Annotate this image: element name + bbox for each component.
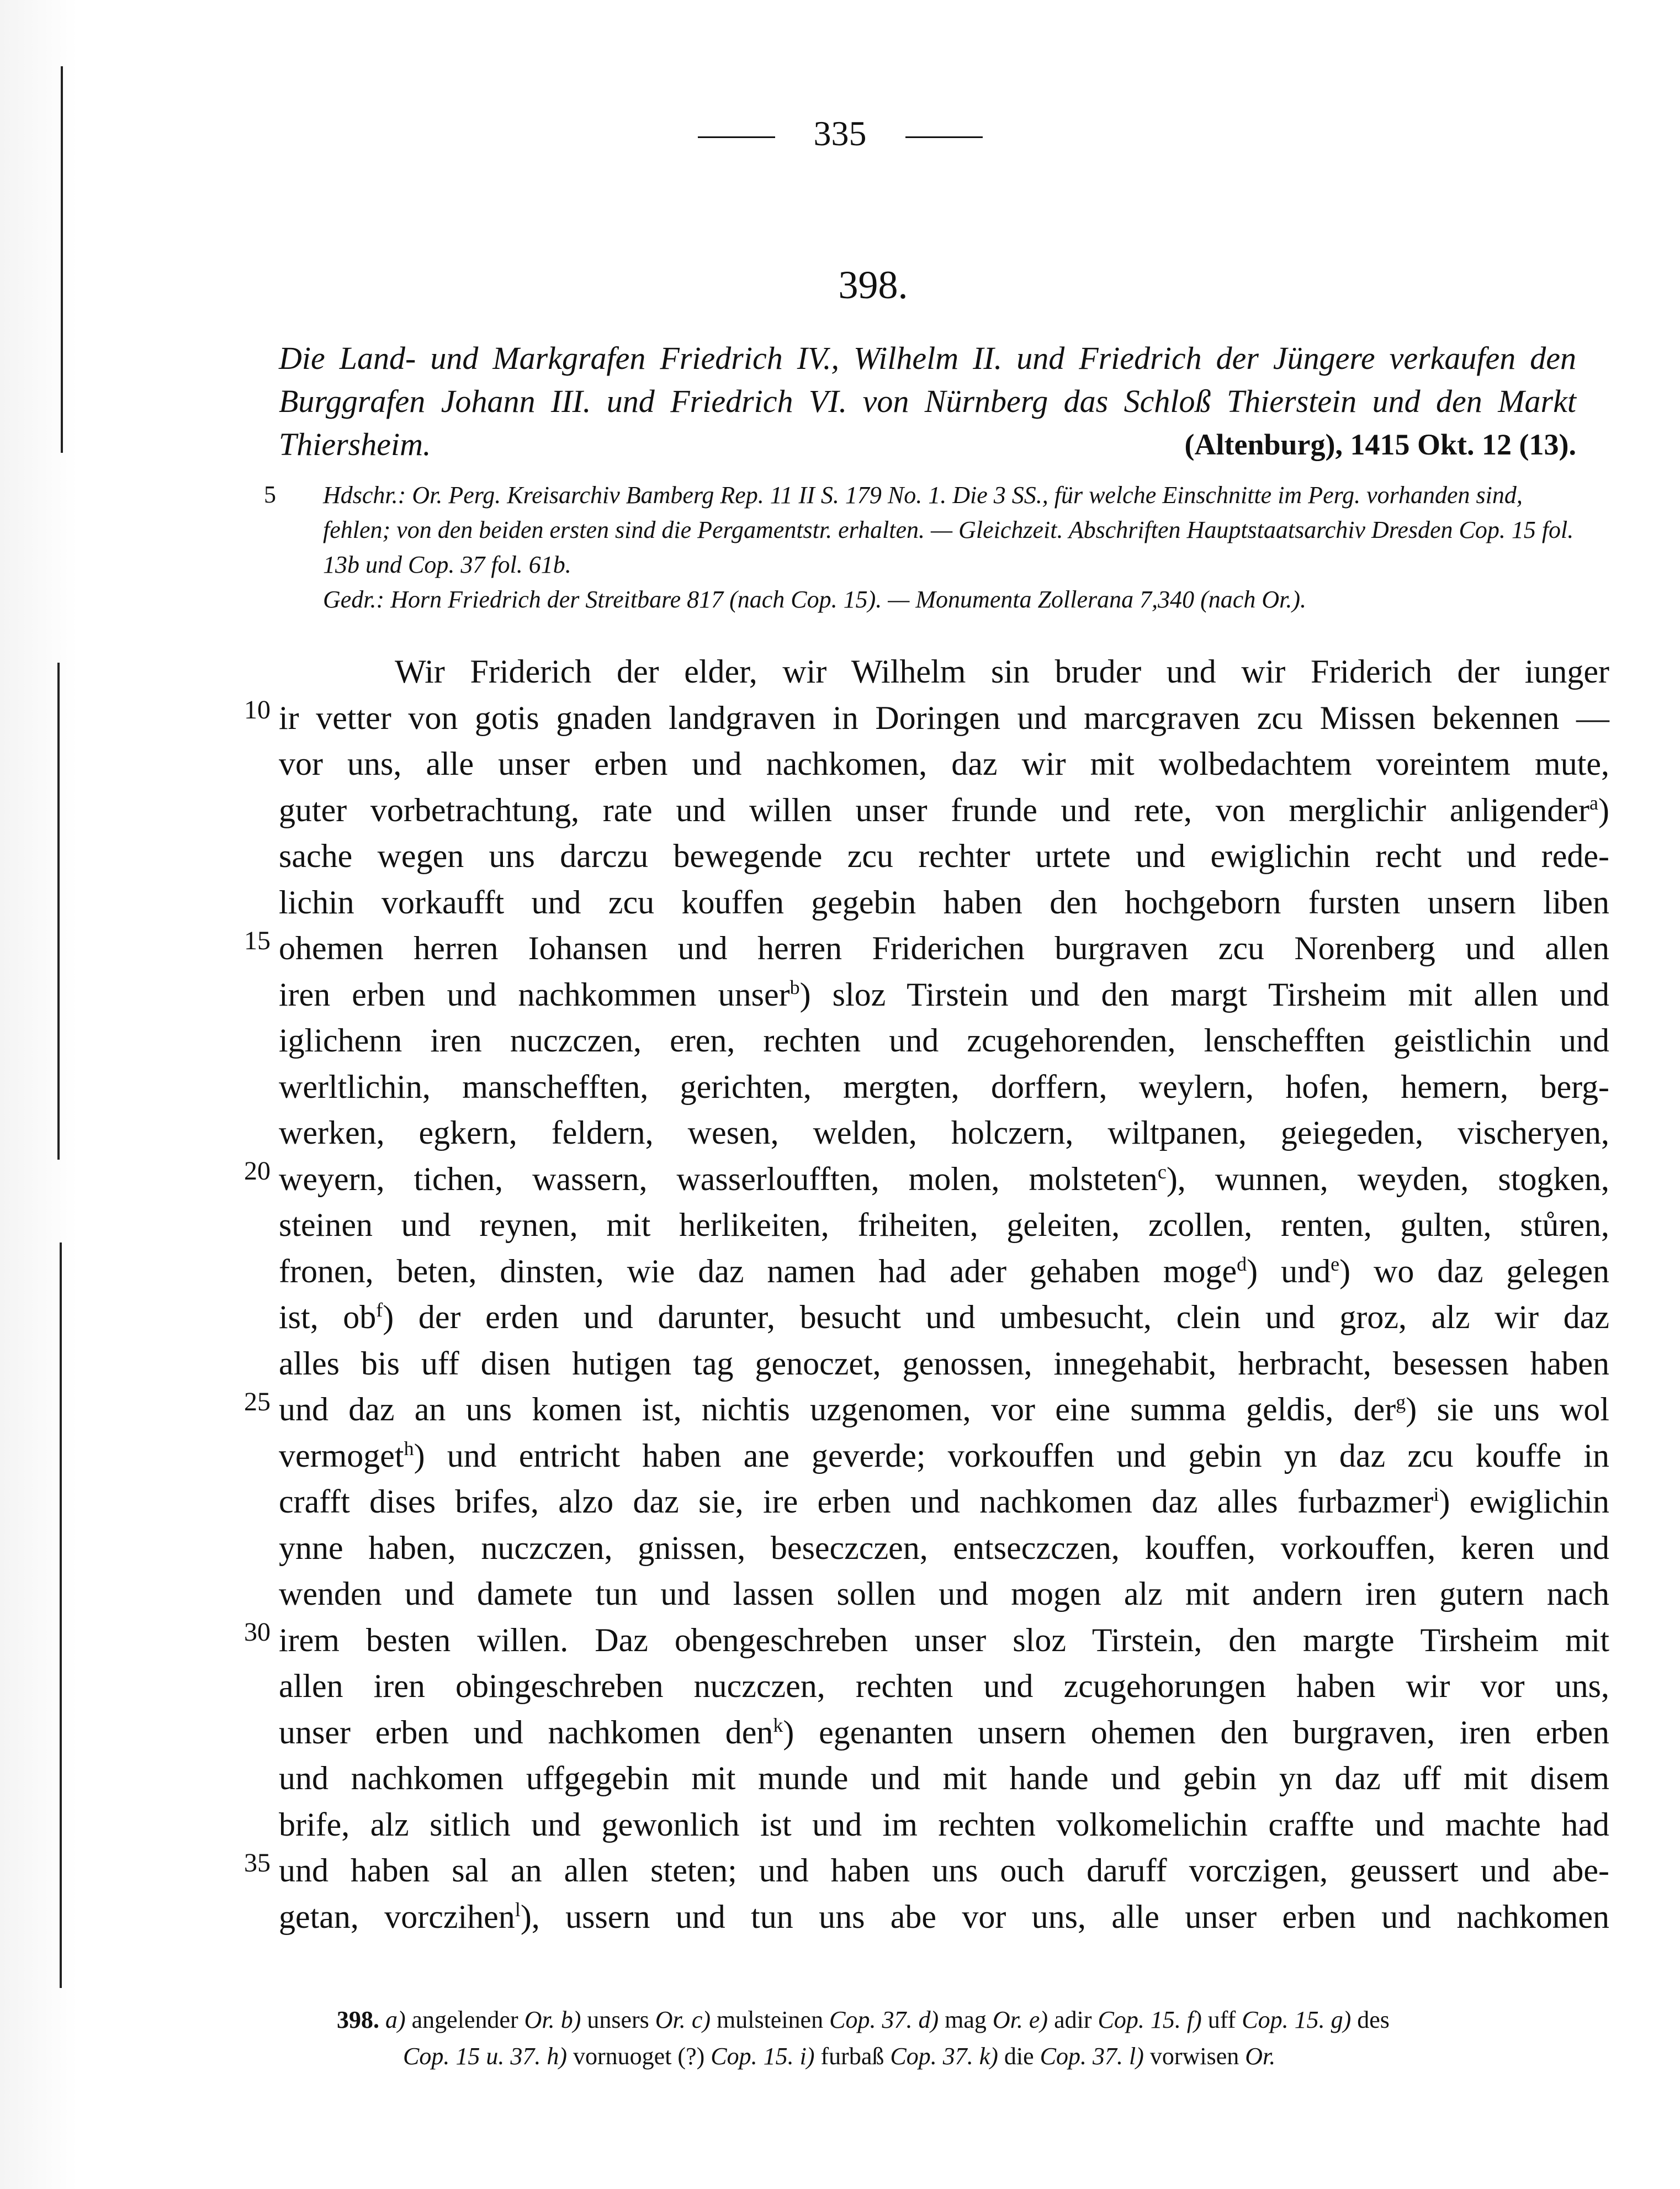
apparatus-key: k) — [973, 2043, 1004, 2070]
text-line: Wir Friderich der elder, wir Wilhelm sin bruder und wir Friderich der iunger — [395, 653, 1609, 690]
text-line: iglichenn iren nuczczen, eren, rechten und zcugehorenden, lenschefften geistlichin und — [279, 1022, 1609, 1059]
apparatus-siglum: Cop. 15. — [1098, 2006, 1181, 2033]
regest-text: Die Land- und Markgrafen Friedrich IV., Wilhelm II. und Friedrich der Jüngere verkaufen den Burggrafen Johann III. und Friedrich VI. von Nürnberg das Schloß Thierstein und den Markt Thiersheim. — [279, 340, 1576, 462]
footnote-marker: g — [1396, 1391, 1406, 1413]
apparatus-key: h) — [547, 2043, 574, 2070]
apparatus-key: b) — [554, 2006, 587, 2033]
critical-apparatus — [337, 2002, 1601, 2075]
regest — [279, 337, 1576, 466]
text-segment: und daz an uns komen ist, nichtis uzgenomen, vor eine summa geldis, der — [279, 1391, 1396, 1427]
text-segment: und entricht haben ane geverde; vorkouffen und gebin yn daz zcu kouffe in — [447, 1437, 1609, 1474]
text-segment: ewiglichin — [1469, 1483, 1609, 1520]
text-line: werken, egkern, feldern, wesen, welden, holczern, wiltpanen, geiegeden, vischeryen, — [279, 1114, 1609, 1151]
text-line: und haben sal an allen steten; und haben uns ouch daruff vorczigen, geussert und abe- — [279, 1852, 1609, 1889]
apparatus-key: i) — [793, 2043, 821, 2070]
text-line: vermoget$^h$) und entricht haben ane geverde; vorkouffen und gebin yn daz zcu kouffe in — [279, 1437, 1609, 1474]
apparatus-key: c) — [685, 2006, 717, 2033]
line-number: 20 — [244, 1156, 271, 1186]
apparatus-siglum: Or. — [992, 2006, 1023, 2033]
printed-note: Gedr.: Horn Friedrich der Streitbare 817 (nach Cop. 15). — Monumenta Zollerana 7,340 (nach Or.). — [323, 586, 1307, 613]
text-line: unser erben und nachkomen den$^k$) egenanten unsern ohemen den burgraven, iren erben — [279, 1714, 1609, 1751]
text-line: vor uns, alle unser erben und nachkomen, daz wir mit wolbedachtem voreintem mute, — [279, 745, 1609, 782]
text-segment: sie uns wol — [1437, 1391, 1610, 1427]
text-line: und daz an uns komen ist, nichtis uzgenomen, vor eine summa geldis, der$^g$) sie uns wol — [279, 1391, 1610, 1427]
text-line: alles bis uff disen hutigen tag genoczet, genossen, innegehabit, herbracht, besessen haben — [279, 1345, 1609, 1382]
text-line: steinen und reynen, mit herlikeiten, friheiten, geleiten, zcollen, renten, gulten, stůren, — [279, 1207, 1609, 1243]
apparatus-entries — [385, 2006, 1390, 2033]
apparatus-reading: adir — [1054, 2006, 1098, 2033]
apparatus-reading: mulsteinen — [717, 2006, 830, 2033]
apparatus-siglum: Cop. 15. — [1242, 2006, 1325, 2033]
manuscript-note: Hdschr.: Or. Perg. Kreisarchiv Bamberg Rep. 11 II S. 179 No. 1. Die 3 SS., für welche Einschnitte im Perg. vorhanden sind, fehlen; von den beiden ersten sind die Pergamentstr. erhalten. — Gleichzeit. Abschriften Hauptstaatsarchiv Dresden Cop. 15 fol. 13b und Cop. 37 fol. 61b. — [323, 482, 1574, 578]
apparatus-siglum: Or. — [1245, 2043, 1276, 2070]
text-line: lichin vorkaufft und zcu kouffen gegebin haben den hochgeborn fursten unsern liben — [279, 884, 1609, 921]
text-line: sache wegen uns darczu bewegende zcu rechter urtete und ewiglichin recht und rede- — [279, 838, 1609, 874]
text-line: fronen, beten, dinsten, wie daz namen had ader gehaben moge$^d$) und$^e$) wo daz gelegen — [279, 1252, 1610, 1289]
line-number: 5 — [264, 481, 276, 508]
apparatus-siglum: Or. — [524, 2006, 555, 2033]
text-segment: weyern, tichen, wassern, wasserloufften, molen, molsteten — [279, 1160, 1158, 1197]
text-line: werltlichin, manschefften, gerichten, mergten, dorffern, weylern, hofen, hemern, berg- — [279, 1068, 1609, 1105]
apparatus-label: 398. — [337, 2006, 379, 2033]
text-line: ist, $ob^f$) der erden und darunter, besucht und umbesucht, clein und groz, alz wir daz — [279, 1299, 1609, 1335]
apparatus-siglum: Cop. 37. — [890, 2043, 973, 2070]
regest-date: (Altenburg), 1415 Okt. 12 (13). — [1184, 428, 1576, 461]
footnote-marker: e — [1331, 1252, 1340, 1275]
line-number: 30 — [244, 1617, 271, 1647]
binding-shadow — [60, 1242, 62, 1988]
text-segment: guter vorbetrachtung, rate und willen unser frunde und rete, von merglichir anligender — [279, 791, 1590, 828]
apparatus-siglum: Cop. 15. — [711, 2043, 794, 2070]
main-text — [279, 649, 1609, 1940]
apparatus-reading: uff — [1207, 2006, 1242, 2033]
text-segment: vermoget — [279, 1437, 404, 1474]
text-segment: sloz Tirstein und den margt Tirsheim mit allen und — [832, 976, 1610, 1013]
footnote-marker: f — [376, 1299, 383, 1321]
footnote-marker: a — [1589, 791, 1599, 814]
text-segment: ist, ob — [279, 1299, 377, 1335]
document-number: 398. — [838, 263, 908, 307]
footnote-marker: c — [1157, 1160, 1167, 1183]
text-line: wenden und damete tun und lassen sollen und mogen alz mit andern iren gutern nach — [279, 1575, 1609, 1612]
apparatus-siglum: Cop. 15 u. 37. — [403, 2043, 541, 2070]
text-segment: und — [1281, 1252, 1331, 1289]
text-segment: der erden und darunter, besucht und umbesucht, clein und groz, alz wir daz — [418, 1299, 1609, 1335]
apparatus-key: e) — [1022, 2006, 1054, 2033]
text-line: getan, vorczihen$^l$), ussern und tun uns abe vor uns, alle unser erben und nachkomen — [279, 1898, 1609, 1935]
line-number: 25 — [244, 1387, 271, 1416]
text-segment: egenanten unsern ohemen den burgraven, iren erben — [819, 1714, 1609, 1751]
text-segment: getan, vorczihen — [279, 1898, 515, 1935]
text-segment: wunnen, weyden, stogken, — [1215, 1160, 1609, 1197]
footnote-marker: i — [1433, 1483, 1439, 1505]
text-segment: ussern und tun uns abe vor uns, alle unser erben und nachkomen — [565, 1898, 1609, 1935]
footnote-marker: k — [773, 1714, 783, 1736]
apparatus-entries — [547, 2043, 1275, 2070]
footnote-marker: h — [404, 1437, 414, 1460]
apparatus-reading: unsers — [587, 2006, 655, 2033]
apparatus-reading: vorwisen — [1149, 2043, 1246, 2070]
text-line: ohemen herren Iohansen und herren Friderichen burgraven zcu Norenberg und allen — [279, 930, 1609, 966]
text-line: und nachkomen uffgegebin mit munde und mit hande und gebin yn daz uff mit disem — [279, 1760, 1609, 1796]
line-number: 35 — [244, 1848, 271, 1878]
text-line: ynne haben, nuczczen, gnissen, beseczczen, entseczczen, kouffen, vorkouffen, keren und — [279, 1529, 1609, 1566]
text-segment: wo daz gelegen — [1373, 1252, 1610, 1289]
apparatus-line — [337, 2038, 1601, 2075]
text-line: guter vorbetrachtung, rate und willen unser frunde und rete, von merglichir anligender$^a$) — [279, 791, 1609, 828]
apparatus-reading: vornuoget (?) — [573, 2043, 711, 2070]
header-dash-left — [698, 136, 775, 138]
footnote-marker: b — [789, 976, 800, 998]
page-header — [0, 113, 1680, 154]
text-segment: crafft dises brifes, alzo daz sie, ire erben und nachkomen daz alles furbazmer — [279, 1483, 1434, 1520]
text-segment: unser erben und nachkomen den — [279, 1714, 773, 1751]
apparatus-reading: angelender — [411, 2006, 524, 2033]
apparatus-reading: die — [1004, 2043, 1040, 2070]
line-number: 10 — [244, 695, 271, 725]
text-line: ir vetter von gotis gnaden landgraven in Doringen und marcgraven zcu Missen bekennen — — [279, 699, 1609, 736]
apparatus-key: l) — [1123, 2043, 1150, 2070]
footnote-marker: l — [515, 1898, 521, 1921]
apparatus-siglum: Or. — [655, 2006, 686, 2033]
apparatus-key: f) — [1180, 2006, 1208, 2033]
page-binding-edge — [0, 0, 77, 2189]
text-line: crafft dises brifes, alzo daz sie, ire erben und nachkomen daz alles furbazmer$^i$) ewiglichin — [279, 1483, 1609, 1520]
page-number: 335 — [813, 114, 867, 153]
text-line: iren erben und nachkommen unser$^b$) sloz Tirstein und den margt Tirsheim mit allen und — [279, 976, 1610, 1013]
line-number: 15 — [244, 926, 271, 955]
text-line: allen iren obingeschreben nuczczen, rechten und zcugehorungen haben wir vor uns, — [279, 1668, 1609, 1704]
text-segment: fronen, beten, dinsten, wie daz namen had ader gehaben moge — [279, 1252, 1237, 1289]
text-line: irem besten willen. Daz obengeschreben unser sloz Tirstein, den margte Tirsheim mit — [279, 1621, 1609, 1658]
text-line: weyern, tichen, wassern, wasserloufften, molen, molsteten$^c$), wunnen, weyden, stogken, — [279, 1160, 1609, 1197]
apparatus-reading: mag — [945, 2006, 993, 2033]
apparatus-reading: furbaß — [820, 2043, 891, 2070]
text-line: brife, alz sitlich und gewonlich ist und im rechten volkomelichin craffte und machte had — [279, 1806, 1609, 1843]
apparatus-key: g) — [1324, 2006, 1358, 2033]
apparatus-key: d) — [912, 2006, 945, 2033]
footnote-marker: d — [1237, 1252, 1247, 1275]
apparatus-siglum: Cop. 37. — [829, 2006, 913, 2033]
apparatus-key: a) — [385, 2006, 412, 2033]
source-notes — [323, 478, 1576, 617]
apparatus-line — [337, 2002, 1601, 2038]
apparatus-reading: des — [1357, 2006, 1390, 2033]
header-dash-right — [905, 136, 983, 138]
text-segment: iren erben und nachkommen unser — [279, 976, 790, 1013]
apparatus-siglum: Cop. 37. — [1040, 2043, 1123, 2070]
binding-shadow — [57, 663, 60, 1160]
